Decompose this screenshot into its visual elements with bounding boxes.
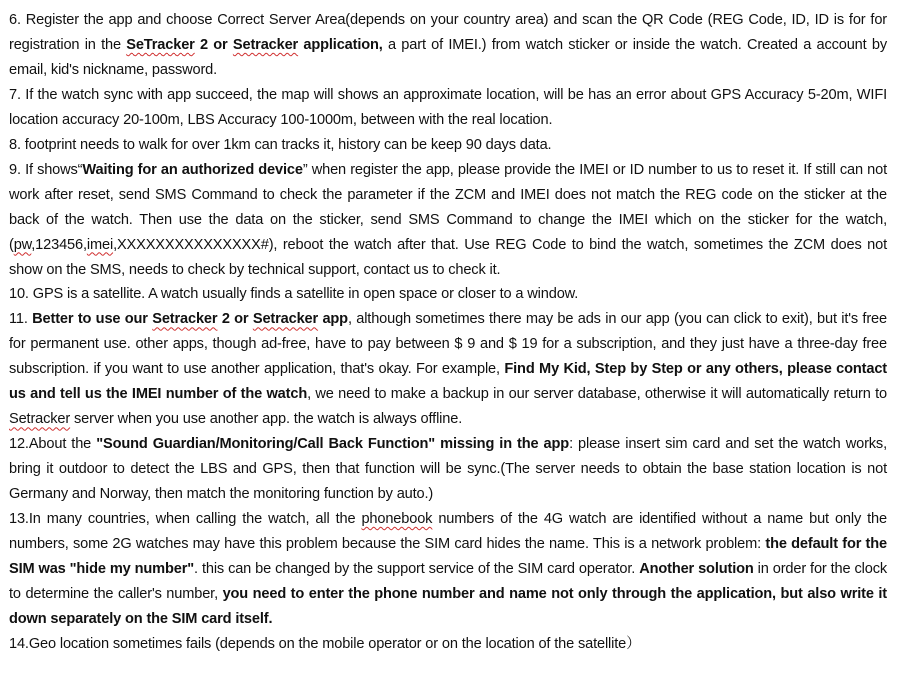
p13-text-c: . this can be changed by the support service of the SIM card operator.: [194, 560, 640, 577]
p11-bold1-setracker: Setracker: [152, 311, 218, 328]
paragraph-10: 10. GPS is a satellite. A watch usually finds a satellite in open space or closer to a window.: [9, 286, 579, 303]
p6-bold-app-names: [126, 37, 382, 53]
p11-text-d: server when you use another app. the watch is always offline.: [70, 411, 463, 428]
p11-text-b: , although sometimes there may be ads in our app (you can click to exit), but it's free for permanent use. other apps, though ad-free, have to pay between $ 9 and $ 19 for a subscription, and they just have a three-day free subscription. if you want to use another application, that's okay. For example,: [9, 311, 887, 378]
paragraph-14: 14.Geo location sometimes fails (depends on the mobile operator or on the location of the satellite）: [9, 635, 641, 652]
p12-text-a: 12.About the: [9, 436, 97, 453]
p11-setracker-word: Setracker: [9, 411, 71, 428]
p11-bold-contact: Find My Kid, Step by Step or any others, please contact us and tell us the IMEI number of the watch: [9, 361, 887, 403]
p11-bold-recommend: [32, 311, 348, 327]
p6-setracker2-word: SeTracker: [126, 36, 195, 53]
paragraph-11: [9, 307, 887, 432]
p13-bold-another-solution: Another solution: [639, 560, 754, 577]
p12-bold-function: "Sound Guardian/Monitoring/Call Back Function" missing in the app: [96, 436, 570, 453]
paragraph-8: 8. footprint needs to walk for over 1km can tracks it, history can be keep 90 days data.: [9, 136, 552, 153]
p9-text-a: 9. If shows“: [9, 161, 83, 178]
p9-text-b: ” when register the app, please provide the IMEI or ID number to us to reset it. If still can not work after reset, send SMS Command to check the parameter if the ZCM and IMEI does not match the REG code on the sticker at the back of the watch. Then use the data on the sticker, send SMS Command to change the IMEI which on the sticker for the watch, (: [9, 161, 887, 253]
p6-text-a: 6. Register the app and choose Correct Server Area(depends on your country area) and scan the QR Code (REG Code, ID, ID is for for registration in the: [9, 12, 887, 53]
p13-text-d: in order for the clock to determine the caller's number,: [9, 560, 887, 602]
paragraph-6: [9, 8, 887, 83]
p11-bold1: Better to use our: [32, 311, 153, 328]
p13-bold-default: the default for the SIM was "hide my number": [9, 536, 887, 577]
p6-bold-application: application,: [298, 36, 383, 53]
p12-text-b: : please insert sim card and set the watch works, bring it outdoor to detect the LBS and GPS, then that function will be sync.(The server needs to obtain the base station location is not Germany and Norway, then match the monitoring function by auto.): [9, 436, 887, 503]
p11-bold3: app: [318, 311, 348, 328]
p9-bold-waiting: Waiting for an authorized device: [82, 161, 303, 178]
p9-pw-word: pw: [13, 236, 32, 253]
paragraph-9: [9, 158, 887, 283]
p13-text-b: numbers of the 4G watch are identified without a name but only the numbers, some 2G watches may have this problem because the SIM card hides the name. This is a network problem:: [9, 511, 887, 553]
p9-text-c: ,123456,: [31, 236, 87, 253]
paragraph-7: 7. If the watch sync with app succeed, the map will shows an approximate location, will be has an error about GPS Accuracy 5-20m, WIFI location accuracy 20-100m, LBS Accuracy 100-1000m, between with the real location.: [9, 86, 887, 128]
p6-bold-or: 2 or: [194, 36, 233, 53]
p13-text-a: 13.In many countries, when calling the watch, all the: [9, 511, 362, 528]
p9-imei-word: imei: [86, 236, 114, 253]
paragraph-12: [9, 432, 887, 507]
p11-text-c: , we need to make a backup in our server database, otherwise it will automatically return to: [307, 386, 887, 403]
p13-bold-enter-number: you need to enter the phone number and name not only through the application, but also write it down separately on the SIM card itself.: [9, 585, 888, 627]
p13-phonebook-word: phonebook: [361, 511, 433, 528]
paragraph-13: [9, 507, 887, 632]
p11-bold2: 2 or: [217, 311, 253, 328]
p9-text-d: ,XXXXXXXXXXXXXXX#), reboot the watch after that. Use REG Code to bind the watch, sometimes the ZCM does not show on the SMS, needs to check by technical support, contact us to check it.: [9, 236, 887, 278]
instructions-document: [9, 8, 887, 657]
p6-text-c: a part of IMEI.) from watch sticker or inside the watch. Created a account by email, kid's nickname, password.: [9, 36, 887, 78]
p11-text-a: 11.: [9, 311, 33, 328]
p11-bold2-setracker: Setracker: [252, 311, 319, 328]
p6-setracker-word: Setracker: [232, 36, 299, 53]
